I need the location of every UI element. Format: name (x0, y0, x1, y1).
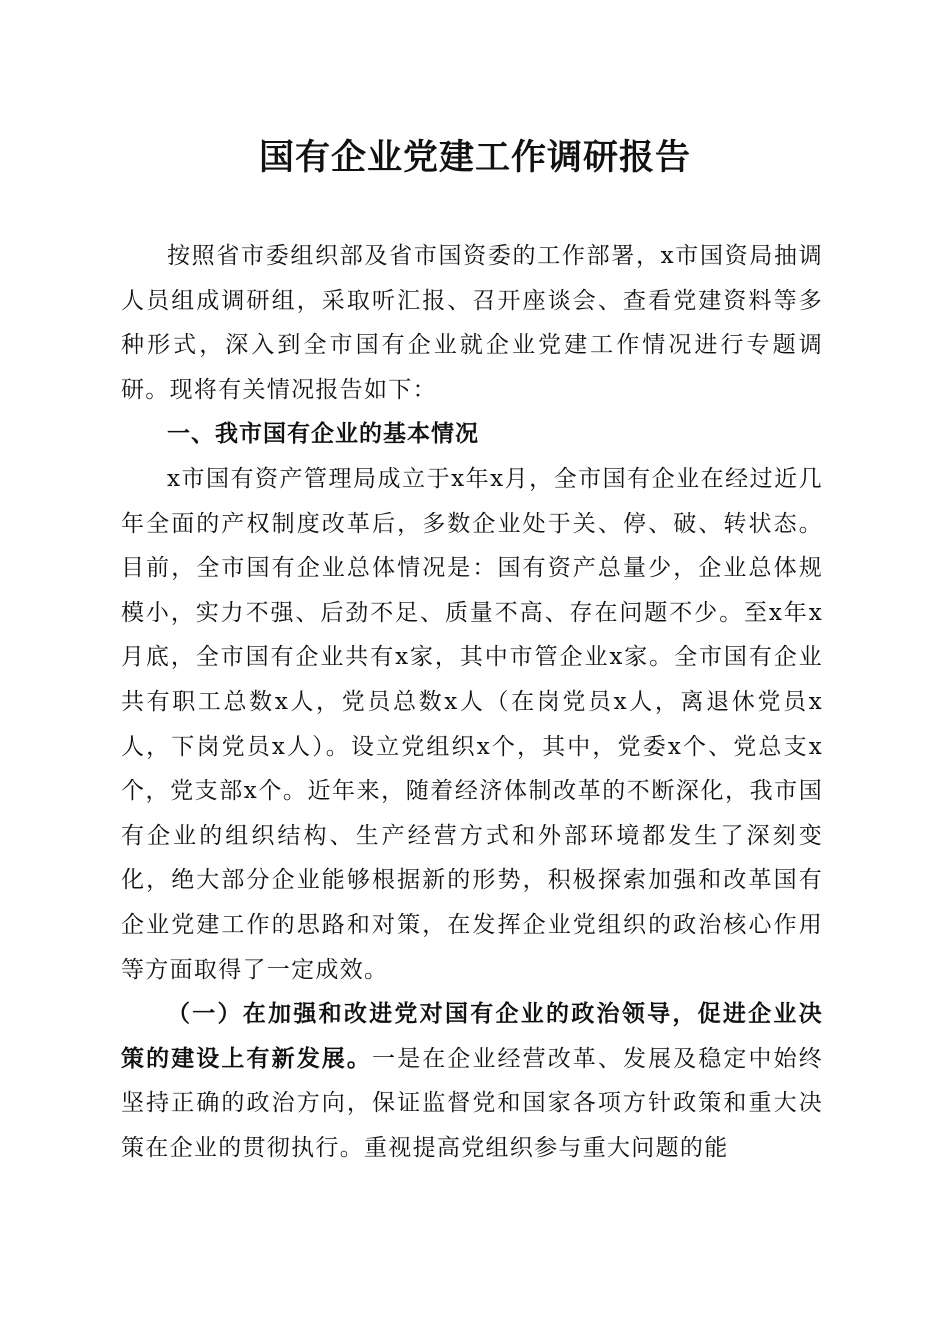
intro-paragraph: 按照省市委组织部及省市国资委的工作部署，x市国资局抽调人员组成调研组，采取听汇报、召开座谈会、查看党建资料等多种形式，深入到全市国有企业就企业党建工作情况进行专题调研。现将有关情况报告如下： (121, 243, 823, 403)
basic-situation-paragraph: x市国有资产管理局成立于x年x月，全市国有企业在经过近几年全面的产权制度改革后，多数企业处于关、停、破、转状态。目前，全市国有企业总体情况是：国有资产总量少，企业总体规模小，实力不强、后劲不足、质量不高、存在问题不少。至x年x月底，全市国有企业共有x家，其中市管企业x家。全市国有企业共有职工总数x人，党员总数x人（在岗党员x人，离退休党员x人，下岗党员x人）。设立党组织x个，其中，党委x个、党总支x个，党支部x个。近年来，随着经济体制改革的不断深化，我市国有企业的组织结构、生产经营方式和外部环境都发生了深刻变化，绝大部分企业能够根据新的形势，积极探索加强和改革国有企业党建工作的思路和对策，在发挥企业党组织的政治核心作用等方面取得了一定成效。 (121, 465, 823, 983)
subsection-body-political-leadership: 一是在企业经营改革、发展及稳定中始终坚持正确的政治方向，保证监督党和国家各项方针政策和重大决策在企业的贯彻执行。重视提高党组织参与重大问题的能 (121, 1045, 823, 1161)
document-body (121, 234, 823, 1170)
subsection-paragraph-political-leadership (121, 992, 823, 1170)
section-heading-basic-situation: 一、我市国有企业的基本情况 (167, 421, 479, 448)
subsection-heading-political-leadership: （一）在加强和改进党对国有企业的政治领导，促进企业决策的建设上有新发展。 (121, 1000, 823, 1072)
document-title: 国有企业党建工作调研报告 (258, 137, 691, 178)
